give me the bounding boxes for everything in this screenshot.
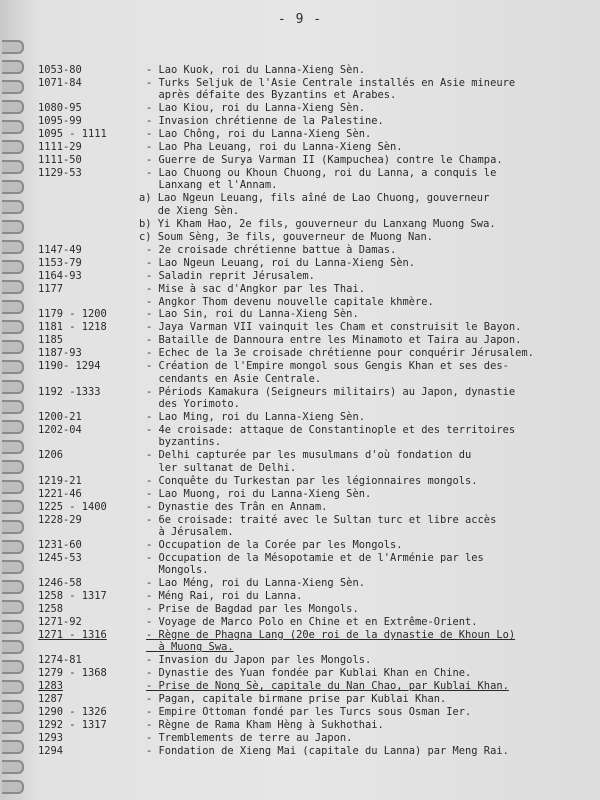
- entry-date: 1200-21: [38, 411, 82, 423]
- timeline-entry: [0, 141, 600, 153]
- entry-text: [139, 218, 579, 230]
- entry-text: [146, 501, 586, 513]
- timeline-entry: [0, 154, 600, 166]
- timeline-entry: [0, 745, 600, 757]
- timeline-entry: [0, 590, 600, 602]
- sub-entry: [0, 231, 600, 243]
- entry-line: à Jérusalem.: [146, 525, 234, 538]
- entry-line: - Turks Seljuk de l'Asie Centrale installés en Asie mineure: [146, 76, 516, 89]
- binding-ring: [2, 760, 24, 774]
- entry-text: [146, 667, 586, 679]
- timeline-entry: [0, 449, 600, 474]
- timeline-entry: [0, 360, 600, 385]
- entry-date: 1111-50: [38, 154, 82, 167]
- entry-text: [146, 514, 586, 539]
- entry-line: cendants en Asie Centrale.: [146, 372, 322, 385]
- entry-date: 1246-58: [38, 577, 82, 590]
- entry-text: [139, 231, 579, 243]
- entry-text: [146, 244, 586, 256]
- timeline-entry: [0, 488, 600, 500]
- entry-text: [146, 360, 586, 385]
- entry-date: 1080-95: [38, 102, 82, 115]
- entry-date: 1095 - 1111: [38, 128, 107, 141]
- timeline-entry: [0, 552, 600, 577]
- entry-line: a) Lao Ngeun Leuang, fils aîné de Lao Chuong, gouverneur: [139, 192, 490, 205]
- entry-line: - Delhi capturée par les musulmans d'où fondation du: [146, 449, 472, 462]
- entry-line: - Occupation de la Corée par les Mongols.: [146, 538, 403, 551]
- timeline-entry: [0, 706, 600, 718]
- entry-line: - Fondation de Xieng Mai (capitale du Lanna) par Meng Rai.: [146, 745, 509, 758]
- entry-line: - Lao Chông, roi du Lanna-Xieng Sèn.: [146, 128, 372, 141]
- timeline-entry: [0, 296, 600, 308]
- entry-date: 1190- 1294: [38, 360, 101, 373]
- timeline-entry: [0, 501, 600, 513]
- entry-text: [146, 270, 586, 282]
- entry-line: - Lao Kiou, roi du Lanna-Xieng Sèn.: [146, 102, 365, 115]
- timeline-entry: [0, 64, 600, 76]
- timeline-entry: [0, 102, 600, 114]
- entry-line: - Création de l'Empire mongol sous Gengis Khan et ses des-: [146, 360, 509, 373]
- entry-text: [146, 693, 586, 705]
- entry-text: [146, 603, 586, 615]
- entry-text: [146, 64, 586, 76]
- timeline-entry: [0, 475, 600, 487]
- entry-line: - Lao Ming, roi du Lanna-Xieng Sèn.: [146, 411, 365, 423]
- timeline-entry: [0, 270, 600, 282]
- entry-date: 1177: [38, 282, 64, 295]
- timeline-entry: [0, 424, 600, 449]
- entry-line: - Lao Chuong ou Khoun Chuong, roi du Lanna, a conquis le: [146, 167, 497, 180]
- entry-text: [139, 192, 579, 217]
- timeline-entry: [0, 411, 600, 423]
- entry-line: - Guerre de Surya Varman II (Kampuchea) contre le Champa.: [146, 154, 503, 167]
- entry-text: [146, 115, 586, 127]
- entry-line: - Bataille de Dannoura entre les Minamoto et Taira au Japon.: [146, 334, 522, 347]
- entry-date: 1095-99: [38, 115, 82, 128]
- entry-line: - Lao Kuok, roi du Lanna-Xieng Sèn.: [146, 64, 365, 76]
- entry-line: - Conquête du Turkestan par les légionnaires mongols.: [146, 474, 478, 487]
- entry-line: - Invasion chrétienne de la Palestine.: [146, 115, 384, 128]
- entry-text: [146, 128, 586, 140]
- entry-line: après défaite des Byzantins et Arabes.: [146, 89, 397, 102]
- entry-text: [146, 449, 586, 474]
- entry-date: 1271 - 1316: [38, 629, 107, 642]
- entry-line: - Pagan, capitale birmane prise par Kublai Khan.: [146, 693, 447, 706]
- entry-line: - 2e croisade chrétienne battue à Damas.: [146, 243, 397, 256]
- entry-date: 1225 - 1400: [38, 500, 107, 513]
- entry-text: [146, 424, 586, 449]
- entry-text: [146, 654, 586, 666]
- entry-date: 1181 - 1218: [38, 321, 107, 334]
- timeline-entry: [0, 321, 600, 333]
- timeline-entry: [0, 693, 600, 705]
- entry-line: - Dynastie des Yuan fondée par Kublai Khan en Chine.: [146, 667, 472, 680]
- entry-text: [146, 539, 586, 551]
- entry-line: c) Soum Sèng, 3e fils, gouverneur de Muong Nan.: [139, 230, 434, 243]
- entry-text: [146, 308, 586, 320]
- entry-text: [146, 616, 586, 628]
- entry-date: 1271-92: [38, 616, 82, 629]
- entry-text: [146, 334, 586, 346]
- entry-date: 1206: [38, 449, 64, 462]
- timeline-entry: [0, 347, 600, 359]
- sub-entry: [0, 218, 600, 230]
- entry-line: - Lao Ngeun Leuang, roi du Lanna-Xieng Sèn.: [146, 256, 415, 269]
- entry-text: [146, 590, 586, 602]
- entry-line: - Lao Pha Leuang, roi du Lanna-Xieng Sèn.: [146, 141, 403, 154]
- entry-text: [146, 296, 586, 308]
- entry-date: 1258: [38, 603, 64, 616]
- entry-line: - Invasion du Japon par les Mongols.: [146, 654, 372, 667]
- binding-ring: [2, 780, 24, 794]
- timeline-entry: [0, 244, 600, 256]
- entry-text: [146, 386, 586, 411]
- entry-line: - Règne de Phagna Lang (20e roi de la dynastie de Khoun Lo): [146, 629, 516, 642]
- timeline-entry: [0, 514, 600, 539]
- entry-text: [146, 411, 586, 423]
- entry-date: 1129-53: [38, 167, 82, 180]
- entry-text: [146, 257, 586, 269]
- entry-date: 1164-93: [38, 269, 82, 282]
- entry-text: [146, 552, 586, 577]
- entry-line: - Saladin reprit Jérusalem.: [146, 269, 315, 282]
- entry-text: [146, 577, 586, 589]
- entry-line: - Périods Kamakura (Seigneurs militairs) au Japon, dynastie: [146, 385, 516, 398]
- entry-line: byzantins.: [146, 436, 222, 449]
- entry-line: - Jaya Varman VII vainquit les Cham et construisit le Bayon.: [146, 321, 522, 334]
- entry-text: [146, 475, 586, 487]
- entry-text: [146, 629, 586, 654]
- entry-date: 1294: [38, 745, 64, 758]
- entry-date: 1053-80: [38, 64, 82, 76]
- timeline-entry: [0, 115, 600, 127]
- entry-date: 1283: [38, 680, 64, 693]
- page-number: - 9 -: [277, 12, 323, 27]
- entry-line: - Méng Rai, roi du Lanna.: [146, 590, 303, 603]
- entry-line: - Tremblements de terre au Japon.: [146, 732, 353, 745]
- chronology-list: [0, 64, 600, 758]
- entry-line: - Mise à sac d'Angkor par les Thai.: [146, 282, 365, 295]
- entry-date: 1147-49: [38, 243, 82, 256]
- entry-date: 1258 - 1317: [38, 590, 107, 603]
- entry-date: 1245-53: [38, 551, 82, 564]
- entry-date: 1293: [38, 732, 64, 745]
- entry-text: [146, 732, 586, 744]
- timeline-entry: [0, 577, 600, 589]
- timeline-entry: [0, 680, 600, 692]
- entry-date: 1274-81: [38, 654, 82, 667]
- entry-line: - Prise de Bagdad par les Mongols.: [146, 603, 359, 616]
- entry-text: [146, 154, 586, 166]
- entry-line: des Yorimoto.: [146, 398, 240, 411]
- entry-text: [146, 488, 586, 500]
- entry-date: 1228-29: [38, 513, 82, 526]
- entry-date: 1287: [38, 693, 64, 706]
- entry-date: 1290 - 1326: [38, 706, 107, 719]
- entry-text: [146, 719, 586, 731]
- entry-text: [146, 167, 586, 192]
- timeline-entry: [0, 334, 600, 346]
- entry-line: - Voyage de Marco Polo en Chine et en Extrême-Orient.: [146, 616, 478, 629]
- entry-text: [146, 283, 586, 295]
- entry-text: [146, 680, 586, 692]
- entry-text: [146, 745, 586, 757]
- entry-line: - Echec de la 3e croisade chrétienne pour conquérir Jérusalem.: [146, 347, 534, 360]
- entry-line: - Règne de Rama Kham Hèng à Sukhothai.: [146, 719, 384, 732]
- entry-date: 1231-60: [38, 538, 82, 551]
- entry-date: 1111-29: [38, 141, 82, 154]
- entry-text: [146, 321, 586, 333]
- entry-line: Lanxang et l'Annam.: [146, 179, 278, 192]
- entry-date: 1153-79: [38, 256, 82, 269]
- entry-line: - Occupation de la Mésopotamie et de l'Arménie par les: [146, 551, 484, 564]
- entry-text: [146, 347, 586, 359]
- entry-line: b) Yi Kham Hao, 2e fils, gouverneur du Lanxang Muong Swa.: [139, 217, 496, 230]
- entry-line: - Lao Sin, roi du Lanna-Xieng Sèn.: [146, 308, 359, 321]
- entry-line: Mongols.: [146, 564, 209, 577]
- timeline-entry: [0, 667, 600, 679]
- entry-line: - 6e croisade: traité avec le Sultan turc et libre accès: [146, 513, 497, 526]
- sub-entry: [0, 192, 600, 217]
- timeline-entry: [0, 257, 600, 269]
- entry-line: - Angkor Thom devenu nouvelle capitale khmère.: [146, 295, 434, 308]
- timeline-entry: [0, 629, 600, 654]
- binding-ring: [2, 40, 24, 54]
- entry-date: 1187-93: [38, 347, 82, 360]
- entry-line: de Xieng Sèn.: [139, 204, 240, 217]
- entry-line: - Empire Ottoman fondé par les Turcs sous Osman Ier.: [146, 706, 472, 719]
- entry-date: 1221-46: [38, 487, 82, 500]
- entry-text: [146, 141, 586, 153]
- timeline-entry: [0, 386, 600, 411]
- entry-line: - Lao Méng, roi du Lanna-Xieng Sèn.: [146, 577, 365, 590]
- timeline-entry: [0, 732, 600, 744]
- entry-date: 1292 - 1317: [38, 719, 107, 732]
- entry-text: [146, 102, 586, 114]
- entry-line: - Lao Muong, roi du Lanna-Xieng Sèn.: [146, 487, 372, 500]
- timeline-entry: [0, 654, 600, 666]
- entry-date: 1279 - 1368: [38, 667, 107, 680]
- entry-date: 1071-84: [38, 76, 82, 89]
- timeline-entry: [0, 539, 600, 551]
- timeline-entry: [0, 603, 600, 615]
- timeline-entry: [0, 283, 600, 295]
- timeline-entry: [0, 308, 600, 320]
- entry-date: 1192 -1333: [38, 385, 101, 398]
- entry-line: ler sultanat de Delhi.: [146, 461, 297, 474]
- entry-text: [146, 706, 586, 718]
- entry-line: - 4e croisade: attaque de Constantinople et des territoires: [146, 423, 516, 436]
- timeline-entry: [0, 77, 600, 102]
- entry-line: - Prise de Nong Sè, capitale du Nan Chao, par Kublai Khan.: [146, 680, 509, 693]
- timeline-entry: [0, 719, 600, 731]
- entry-line: - Dynastie des Trân en Annam.: [146, 500, 328, 513]
- timeline-entry: [0, 167, 600, 192]
- timeline-entry: [0, 616, 600, 628]
- timeline-entry: [0, 128, 600, 140]
- entry-date: 1219-21: [38, 474, 82, 487]
- entry-date: 1185: [38, 334, 64, 347]
- entry-date: 1202-04: [38, 423, 82, 436]
- entry-date: 1179 - 1200: [38, 308, 107, 321]
- entry-line: à Muong Swa.: [146, 641, 234, 654]
- entry-text: [146, 77, 586, 102]
